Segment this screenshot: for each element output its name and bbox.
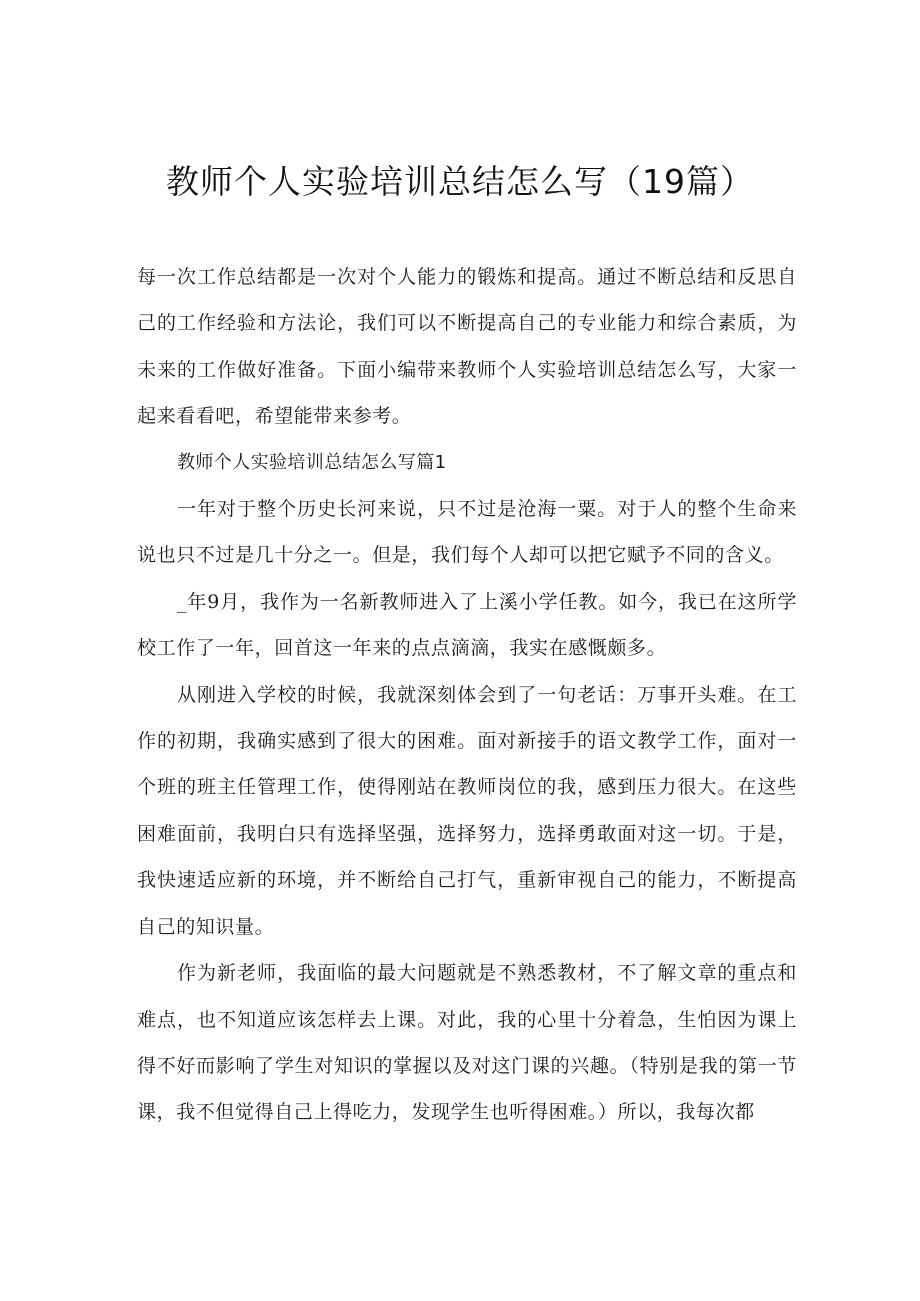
document-title: 教师个人实验培训总结怎么写（19篇）: [166, 162, 754, 201]
body-paragraph: 从刚进入学校的时候，我就深刻体会到了一句老话：万事开头难。在工作的初期，我确实感到了很大的困难。面对新接手的语文教学工作，面对一个班的班主任管理工作，使得刚站在教师岗位的我，感到压力很大。在这些困难面前，我明白只有选择坚强，选择努力，选择勇敢面对这一切。于是，我快速适应新的环境，并不断给自己打气，重新审视自己的能力，不断提高自己的知识量。: [137, 683, 797, 938]
document-body: [137, 254, 797, 1136]
body-paragraph: _年9月，我作为一名新教师进入了上溪小学任教。如今，我已在这所学校工作了一年，回首这一年来的点点滴滴，我实在感慨颇多。: [137, 590, 797, 660]
body-paragraph: 作为新老师，我面临的最大问题就是不熟悉教材，不了解文章的重点和难点，也不知道应该怎样去上课。对此，我的心里十分着急，生怕因为课上得不好而影响了学生对知识的掌握以及对这门课的兴趣。（特别是我的第一节课，我不但觉得自己上得吃力，发现学生也听得困难。）所以，我每次都: [137, 962, 797, 1124]
intro-paragraph: 每一次工作总结都是一次对个人能力的锻炼和提高。通过不断总结和反思自己的工作经验和方法论，我们可以不断提高自己的专业能力和综合素质，为未来的工作做好准备。下面小编带来教师个人实验培训总结怎么写，大家一起来看看吧，希望能带来参考。: [137, 266, 797, 428]
body-paragraph: 一年对于整个历史长河来说，只不过是沧海一粟。对于人的整个生命来说也只不过是几十分之一。但是，我们每个人却可以把它赋予不同的含义。: [137, 498, 797, 567]
section-heading: 教师个人实验培训总结怎么写篇1: [177, 451, 447, 473]
